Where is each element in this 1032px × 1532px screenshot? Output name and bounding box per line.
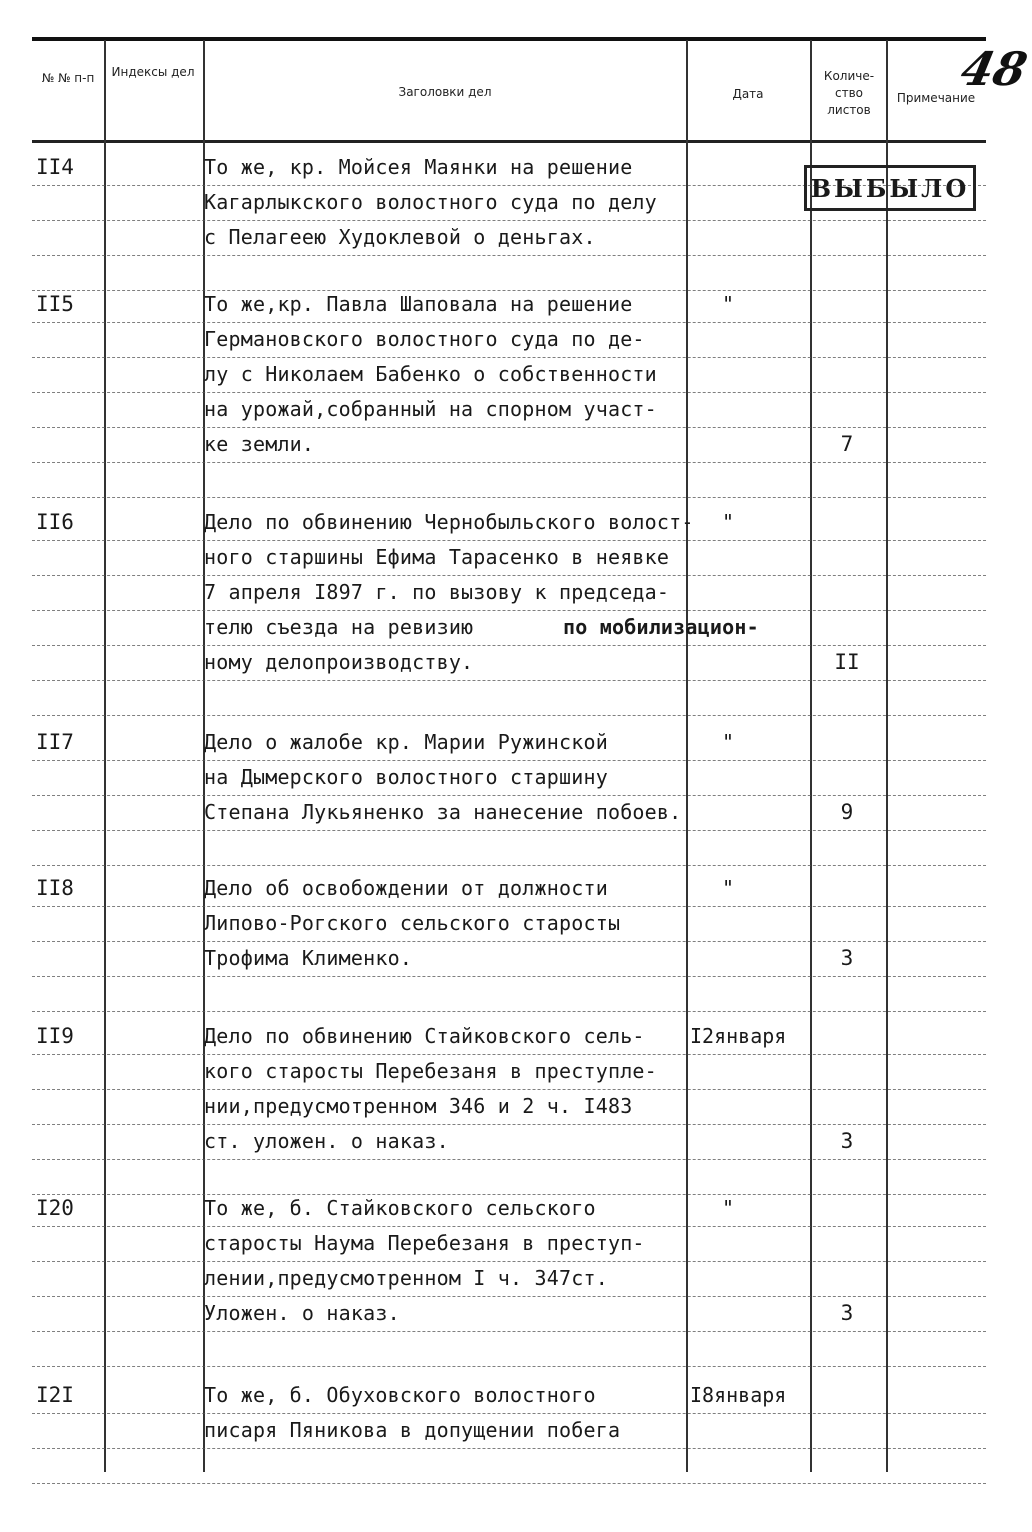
row-rule <box>32 865 986 866</box>
row-rule <box>32 680 986 681</box>
row-rule <box>32 645 986 646</box>
row-rule <box>32 610 986 611</box>
row-rule <box>32 322 986 323</box>
row-rule <box>32 290 986 291</box>
entry-date: I8января <box>690 1383 787 1407</box>
row-rule <box>32 1413 986 1414</box>
row-rule <box>32 830 986 831</box>
entry-number: I20 <box>36 1196 74 1220</box>
entry-title-line: ке земли. <box>204 432 315 456</box>
entry-date: " <box>722 730 735 754</box>
row-rule <box>32 1366 986 1367</box>
row-rule <box>32 1011 986 1012</box>
header-title: Заголовки дел <box>398 85 492 99</box>
entry-title-line: нии,предусмотренном 346 и 2 ч. I483 <box>204 1094 633 1118</box>
header-index: Индексы дел <box>111 65 195 79</box>
row-rule <box>32 1159 986 1160</box>
row-rule <box>32 941 986 942</box>
entry-title-line: с Пелагеею Худоклевой о деньгах. <box>204 225 596 249</box>
entry-number: I2I <box>36 1383 74 1407</box>
entry-title-line: Трофима Клименко. <box>204 946 413 970</box>
row-rule <box>32 795 986 796</box>
entry-title-line: То же,кр. Павла Шаповала на решение <box>204 292 633 316</box>
entry-title-line: лу с Николаем Бабенко о собственности <box>204 362 657 386</box>
row-rule <box>32 1448 986 1449</box>
inserted-text: по мобилизацион- <box>563 615 759 639</box>
header-note: Примечание <box>896 91 976 105</box>
row-rule <box>32 760 986 761</box>
entry-date: " <box>722 876 735 900</box>
entry-number: II5 <box>36 292 74 316</box>
row-rule <box>32 462 986 463</box>
row-rule <box>32 906 986 907</box>
header-number: № № п-п <box>41 71 95 85</box>
entry-sheet-count: 3 <box>840 1129 854 1153</box>
entry-title-line: 7 апреля I897 г. по вызову к председа- <box>204 580 670 604</box>
entry-date: " <box>722 292 735 316</box>
row-rule <box>32 427 986 428</box>
entry-title-line: ному делопроизводству. <box>204 650 474 674</box>
row-rule <box>32 1089 986 1090</box>
row-rule <box>32 1054 986 1055</box>
header-sheets: Количе- ство листов <box>823 69 875 117</box>
row-rule <box>32 220 986 221</box>
entry-number: II7 <box>36 730 74 754</box>
entry-date: " <box>722 510 735 534</box>
row-rule <box>32 255 986 256</box>
row-rule <box>32 357 986 358</box>
row-rule <box>32 575 986 576</box>
row-rule <box>32 1331 986 1332</box>
entry-title-line: То же, б. Обуховского волостного <box>204 1383 596 1407</box>
entry-title-line: Дело по обвинению Стайковского сель- <box>204 1024 645 1048</box>
entry-date: " <box>722 1196 735 1220</box>
entry-title-line: Кагарлыкского волостного суда по делу <box>204 190 657 214</box>
table-top-rule <box>32 37 986 41</box>
row-rule <box>32 497 986 498</box>
entry-title-line: То же, кр. Мойсея Маянки на решение <box>204 155 633 179</box>
entry-title-line: Уложен. о наказ. <box>204 1301 400 1325</box>
header-bottom-rule <box>32 140 986 143</box>
row-rule <box>32 715 986 716</box>
entry-title-line: лении,предусмотренном I ч. 347ст. <box>204 1266 608 1290</box>
entry-title-line: на Дымерского волостного старшину <box>204 765 608 789</box>
entry-title-line: писаря Пяникова в допущении побега <box>204 1418 621 1442</box>
folio-number: 48 <box>956 42 1032 96</box>
row-rule <box>32 1261 986 1262</box>
entry-number: II4 <box>36 155 74 179</box>
row-rule <box>32 1226 986 1227</box>
withdrawn-stamp: ВЫБЫЛО <box>804 165 976 211</box>
row-rule <box>32 540 986 541</box>
entry-title-line: Степана Лукьяненко за нанесение побоев. <box>204 800 682 824</box>
entry-title-line: старосты Наума Перебезаня в преступ- <box>204 1231 645 1255</box>
entry-sheet-count: 7 <box>840 432 854 456</box>
entry-title-line: Дело об освобождении от должности <box>204 876 608 900</box>
row-rule <box>32 1124 986 1125</box>
entry-date: I2января <box>690 1024 787 1048</box>
entry-title-line: на урожай,собранный на спорном участ- <box>204 397 657 421</box>
header-date: Дата <box>732 87 764 101</box>
entry-title-line: кого старосты Перебезаня в преступле- <box>204 1059 657 1083</box>
row-rule <box>32 392 986 393</box>
entry-title-line: ст. уложен. о наказ. <box>204 1129 449 1153</box>
row-rule <box>32 1194 986 1195</box>
entry-sheet-count: II <box>834 650 860 674</box>
entry-title-line: Дело о жалобе кр. Марии Ружинской <box>204 730 608 754</box>
entry-title-line: ного старшины Ефима Тарасенко в неявке <box>204 545 670 569</box>
row-rule <box>32 1296 986 1297</box>
entry-number: II6 <box>36 510 74 534</box>
entry-title-line: Дело по обвинению Чернобыльского волост- <box>204 510 694 534</box>
entry-number: II9 <box>36 1024 74 1048</box>
entry-title-line: То же, б. Стайковского сельского <box>204 1196 596 1220</box>
row-rule <box>32 1483 986 1484</box>
row-rule <box>32 976 986 977</box>
entry-sheet-count: 9 <box>840 800 854 824</box>
entry-title-line: телю съезда на ревизию <box>204 615 474 639</box>
entry-title-line: Германовского волостного суда по де- <box>204 327 645 351</box>
entry-title-line: Липово-Рогского сельского старосты <box>204 911 621 935</box>
entry-sheet-count: 3 <box>840 946 854 970</box>
entry-sheet-count: 3 <box>840 1301 854 1325</box>
entry-number: II8 <box>36 876 74 900</box>
